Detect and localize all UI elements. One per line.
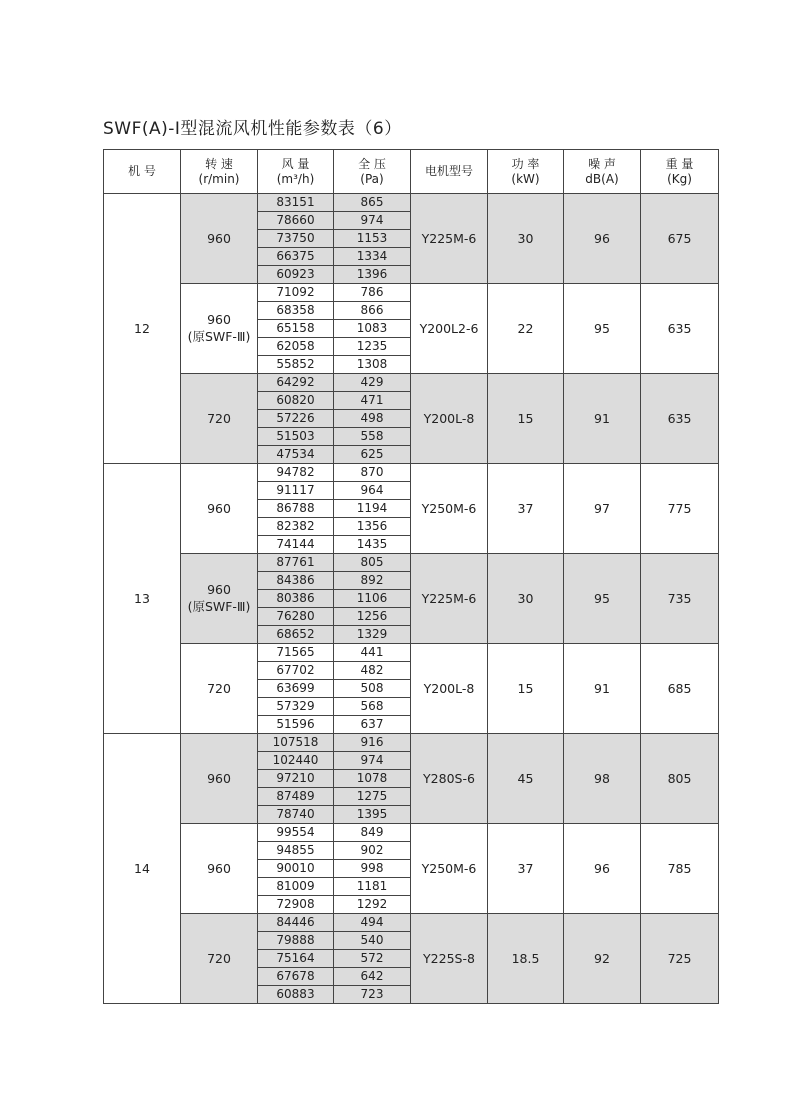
- pressure-cell: 1194: [334, 500, 411, 518]
- power-cell: 22: [488, 284, 564, 374]
- power-cell: 37: [488, 824, 564, 914]
- column-header-label: 转 速: [205, 156, 233, 171]
- airflow-cell: 81009: [258, 878, 334, 896]
- noise-cell: 91: [564, 644, 641, 734]
- column-header: [641, 150, 719, 194]
- pressure-cell: 866: [334, 302, 411, 320]
- motor-model-cell: Y280S-6: [411, 734, 488, 824]
- pressure-cell: 1083: [334, 320, 411, 338]
- airflow-cell: 82382: [258, 518, 334, 536]
- machine-number-cell: 12: [104, 194, 181, 464]
- table-row: [104, 284, 719, 302]
- column-header: [104, 150, 181, 194]
- airflow-cell: 87489: [258, 788, 334, 806]
- column-header: [334, 150, 411, 194]
- airflow-cell: 75164: [258, 950, 334, 968]
- airflow-cell: 79888: [258, 932, 334, 950]
- column-header-label: 机 号: [128, 164, 156, 178]
- table-row: [104, 464, 719, 482]
- pressure-cell: 572: [334, 950, 411, 968]
- motor-model-cell: Y250M-6: [411, 464, 488, 554]
- speed-value: 960: [207, 501, 231, 516]
- speed-cell: [181, 194, 258, 284]
- airflow-cell: 99554: [258, 824, 334, 842]
- airflow-cell: 84386: [258, 572, 334, 590]
- airflow-cell: 76280: [258, 608, 334, 626]
- noise-cell: 97: [564, 464, 641, 554]
- airflow-cell: 90010: [258, 860, 334, 878]
- pressure-cell: 637: [334, 716, 411, 734]
- noise-cell: 96: [564, 194, 641, 284]
- airflow-cell: 62058: [258, 338, 334, 356]
- pressure-cell: 1256: [334, 608, 411, 626]
- weight-cell: 635: [641, 374, 719, 464]
- table-row: [104, 824, 719, 842]
- airflow-cell: 68358: [258, 302, 334, 320]
- speed-value: 960: [207, 231, 231, 246]
- airflow-cell: 63699: [258, 680, 334, 698]
- page-title: SWF(A)-Ⅰ型混流风机性能参数表（6）: [103, 119, 402, 139]
- table-row: [104, 644, 719, 662]
- pressure-cell: 1235: [334, 338, 411, 356]
- airflow-cell: 60820: [258, 392, 334, 410]
- weight-cell: 735: [641, 554, 719, 644]
- noise-cell: 98: [564, 734, 641, 824]
- airflow-cell: 57329: [258, 698, 334, 716]
- pressure-cell: 1292: [334, 896, 411, 914]
- airflow-cell: 78660: [258, 212, 334, 230]
- airflow-cell: 67678: [258, 968, 334, 986]
- noise-cell: 91: [564, 374, 641, 464]
- motor-model-cell: Y200L-8: [411, 374, 488, 464]
- table-row: [104, 734, 719, 752]
- column-header: [258, 150, 334, 194]
- pressure-cell: 916: [334, 734, 411, 752]
- speed-note: (原SWF-Ⅲ): [187, 599, 251, 614]
- airflow-cell: 94855: [258, 842, 334, 860]
- column-header-unit: (r/min): [198, 171, 240, 186]
- pressure-cell: 540: [334, 932, 411, 950]
- motor-model-cell: Y200L-8: [411, 644, 488, 734]
- speed-cell: [181, 464, 258, 554]
- header-row: [104, 150, 719, 194]
- noise-cell: 95: [564, 284, 641, 374]
- speed-value: 960: [207, 312, 231, 327]
- airflow-cell: 51503: [258, 428, 334, 446]
- power-cell: 30: [488, 554, 564, 644]
- airflow-cell: 71565: [258, 644, 334, 662]
- airflow-cell: 87761: [258, 554, 334, 572]
- pressure-cell: 429: [334, 374, 411, 392]
- column-header-label: 功 率: [511, 156, 540, 171]
- motor-model-cell: Y225S-8: [411, 914, 488, 1004]
- speed-value: 720: [207, 951, 231, 966]
- airflow-cell: 80386: [258, 590, 334, 608]
- pressure-cell: 723: [334, 986, 411, 1004]
- airflow-cell: 107518: [258, 734, 334, 752]
- speed-cell: [181, 644, 258, 734]
- speed-value: 720: [207, 411, 231, 426]
- airflow-cell: 60883: [258, 986, 334, 1004]
- airflow-cell: 51596: [258, 716, 334, 734]
- weight-cell: 675: [641, 194, 719, 284]
- column-header-unit: (kW): [511, 171, 540, 186]
- pressure-cell: 786: [334, 284, 411, 302]
- pressure-cell: 1435: [334, 536, 411, 554]
- speed-cell: [181, 734, 258, 824]
- column-header-label: 重 量: [665, 156, 694, 171]
- column-header: [564, 150, 641, 194]
- airflow-cell: 57226: [258, 410, 334, 428]
- airflow-cell: 60923: [258, 266, 334, 284]
- weight-cell: 805: [641, 734, 719, 824]
- column-header-label: 风 量: [281, 156, 310, 171]
- weight-cell: 635: [641, 284, 719, 374]
- airflow-cell: 97210: [258, 770, 334, 788]
- table-row: [104, 374, 719, 392]
- column-header-unit: dB(A): [585, 171, 619, 186]
- pressure-cell: 568: [334, 698, 411, 716]
- airflow-cell: 102440: [258, 752, 334, 770]
- pressure-cell: 1334: [334, 248, 411, 266]
- pressure-cell: 1329: [334, 626, 411, 644]
- speed-value: 960: [207, 861, 231, 876]
- airflow-cell: 67702: [258, 662, 334, 680]
- speed-cell: [181, 284, 258, 374]
- table-row: [104, 194, 719, 212]
- airflow-cell: 86788: [258, 500, 334, 518]
- noise-cell: 95: [564, 554, 641, 644]
- pressure-cell: 508: [334, 680, 411, 698]
- pressure-cell: 1396: [334, 266, 411, 284]
- pressure-cell: 974: [334, 752, 411, 770]
- pressure-cell: 1356: [334, 518, 411, 536]
- airflow-cell: 72908: [258, 896, 334, 914]
- motor-model-cell: Y225M-6: [411, 194, 488, 284]
- performance-table: [103, 149, 719, 1004]
- pressure-cell: 441: [334, 644, 411, 662]
- table-row: [104, 914, 719, 932]
- motor-model-cell: Y225M-6: [411, 554, 488, 644]
- airflow-cell: 78740: [258, 806, 334, 824]
- airflow-cell: 84446: [258, 914, 334, 932]
- pressure-cell: 1181: [334, 878, 411, 896]
- pressure-cell: 1153: [334, 230, 411, 248]
- pressure-cell: 1308: [334, 356, 411, 374]
- airflow-cell: 73750: [258, 230, 334, 248]
- pressure-cell: 892: [334, 572, 411, 590]
- airflow-cell: 94782: [258, 464, 334, 482]
- airflow-cell: 83151: [258, 194, 334, 212]
- pressure-cell: 998: [334, 860, 411, 878]
- pressure-cell: 1395: [334, 806, 411, 824]
- pressure-cell: 870: [334, 464, 411, 482]
- pressure-cell: 849: [334, 824, 411, 842]
- machine-number-cell: 14: [104, 734, 181, 1004]
- speed-value: 960: [207, 771, 231, 786]
- machine-number-cell: 13: [104, 464, 181, 734]
- pressure-cell: 494: [334, 914, 411, 932]
- power-cell: 45: [488, 734, 564, 824]
- column-header: [411, 150, 488, 194]
- weight-cell: 775: [641, 464, 719, 554]
- airflow-cell: 66375: [258, 248, 334, 266]
- power-cell: 18.5: [488, 914, 564, 1004]
- weight-cell: 725: [641, 914, 719, 1004]
- pressure-cell: 805: [334, 554, 411, 572]
- pressure-cell: 1106: [334, 590, 411, 608]
- airflow-cell: 55852: [258, 356, 334, 374]
- pressure-cell: 964: [334, 482, 411, 500]
- airflow-cell: 65158: [258, 320, 334, 338]
- pressure-cell: 1275: [334, 788, 411, 806]
- pressure-cell: 471: [334, 392, 411, 410]
- column-header-unit: (Pa): [360, 171, 384, 186]
- weight-cell: 785: [641, 824, 719, 914]
- speed-cell: [181, 374, 258, 464]
- pressure-cell: 482: [334, 662, 411, 680]
- weight-cell: 685: [641, 644, 719, 734]
- column-header-unit: (m³/h): [276, 171, 315, 186]
- noise-cell: 92: [564, 914, 641, 1004]
- pressure-cell: 558: [334, 428, 411, 446]
- power-cell: 30: [488, 194, 564, 284]
- speed-cell: [181, 914, 258, 1004]
- pressure-cell: 1078: [334, 770, 411, 788]
- airflow-cell: 74144: [258, 536, 334, 554]
- motor-model-cell: Y200L2-6: [411, 284, 488, 374]
- pressure-cell: 498: [334, 410, 411, 428]
- column-header: [488, 150, 564, 194]
- column-header-label: 全 压: [358, 156, 386, 171]
- airflow-cell: 71092: [258, 284, 334, 302]
- column-header-label: 电机型号: [424, 164, 473, 178]
- airflow-cell: 68652: [258, 626, 334, 644]
- speed-note: (原SWF-Ⅲ): [187, 329, 251, 344]
- speed-value: 720: [207, 681, 231, 696]
- speed-cell: [181, 824, 258, 914]
- power-cell: 15: [488, 644, 564, 734]
- power-cell: 37: [488, 464, 564, 554]
- pressure-cell: 642: [334, 968, 411, 986]
- airflow-cell: 64292: [258, 374, 334, 392]
- motor-model-cell: Y250M-6: [411, 824, 488, 914]
- pressure-cell: 974: [334, 212, 411, 230]
- pressure-cell: 865: [334, 194, 411, 212]
- pressure-cell: 902: [334, 842, 411, 860]
- speed-value: 960: [207, 582, 231, 597]
- airflow-cell: 91117: [258, 482, 334, 500]
- power-cell: 15: [488, 374, 564, 464]
- column-header: [181, 150, 258, 194]
- column-header-unit: (Kg): [667, 171, 692, 186]
- noise-cell: 96: [564, 824, 641, 914]
- speed-cell: [181, 554, 258, 644]
- table-row: [104, 554, 719, 572]
- column-header-label: 噪 声: [588, 156, 616, 171]
- airflow-cell: 47534: [258, 446, 334, 464]
- pressure-cell: 625: [334, 446, 411, 464]
